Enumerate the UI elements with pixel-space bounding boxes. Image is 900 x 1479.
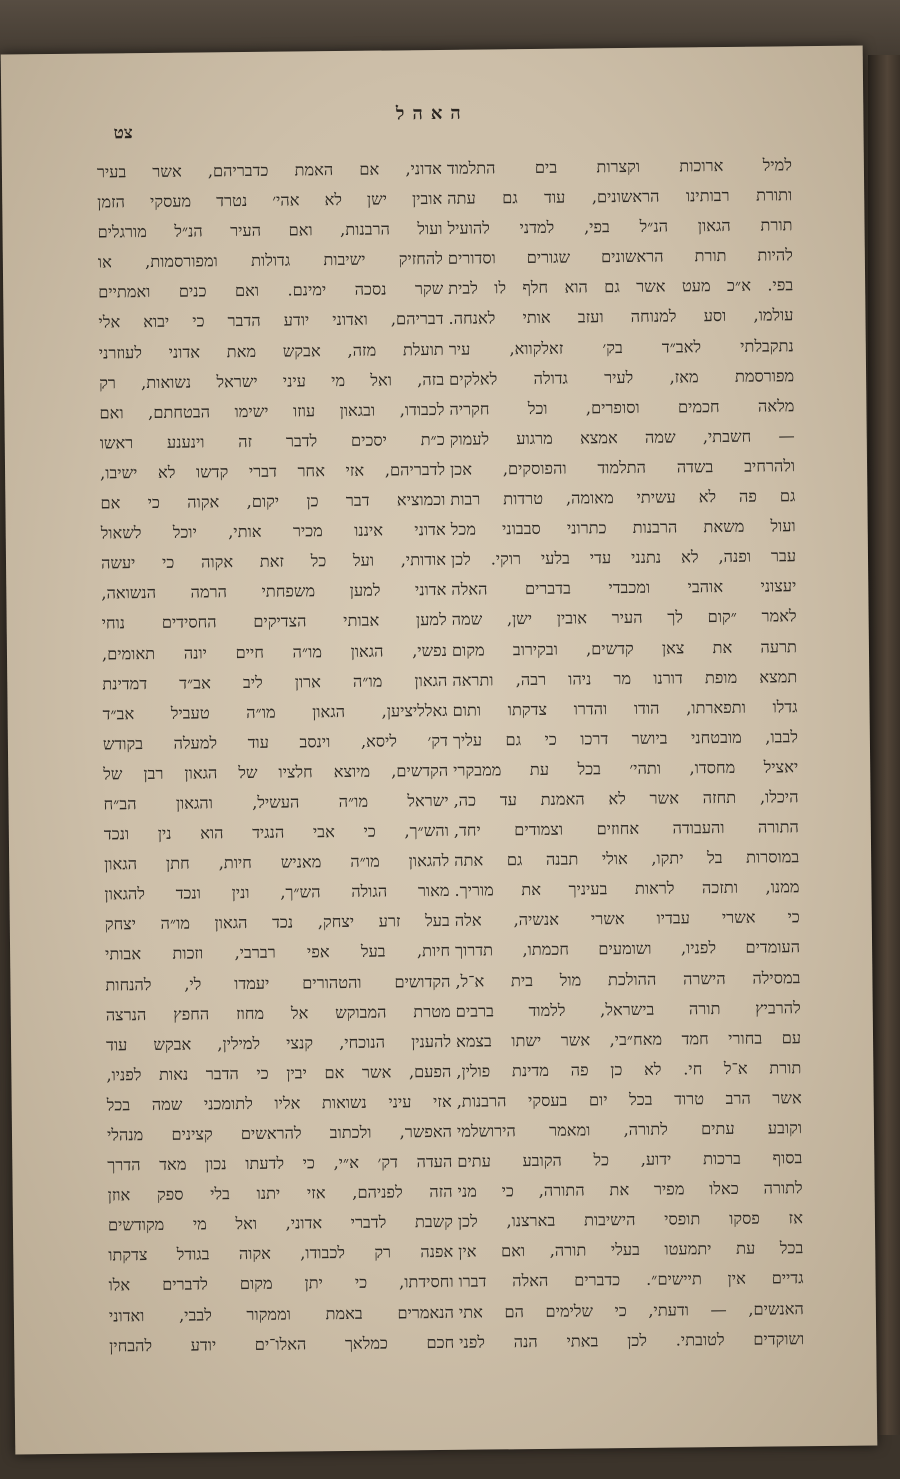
text-line: נפשי, הגאון מו״ה חיים יונה תאומים, xyxy=(101,640,448,664)
text-line: למיל ארוכות וקצרות בים התלמוד xyxy=(446,155,792,178)
text-line: וחסידתו, כי יתן מקום לדברים אלו xyxy=(108,1272,454,1295)
text-line: ושוקדים לטובתי. לכן באתי הנה לפני xyxy=(459,1328,805,1352)
page-number: צט xyxy=(113,123,133,144)
text-line: אדוני למען משפחתי הרמה הנשואה, xyxy=(101,580,447,603)
text-line: להרביץ תורה בישראל, ללמוד ברבים xyxy=(455,997,801,1021)
text-line: אפנה רק לכבודו, אקוה בגודל צדקתו xyxy=(108,1242,454,1265)
text-line: אז פסקו תופסי הישיבות בארצנו, לכן xyxy=(457,1208,804,1232)
left-text-column xyxy=(97,154,455,1361)
text-line: העדה דק׳ א״י, כי לדעתו נכון מאד הדרך xyxy=(107,1151,453,1175)
text-line: עם בחורי חמד מאח״בי, אשר ישתו בצמא xyxy=(455,1027,802,1051)
text-line: גאלליציען, הגאון מו״ה טעביל אב״ד xyxy=(102,700,448,724)
text-line: התורה והעבודה אחוזים וצמודים יחד, xyxy=(453,817,799,840)
text-line: הנאמרים באמת וממקור לבבי, ואדוני xyxy=(108,1302,454,1326)
text-line: אובין ישן לא אהי׳ נטרד מעסקי הזמן xyxy=(97,189,443,212)
text-line: אדוני איננו מכיר אותי, יוכל לשאול xyxy=(100,520,446,543)
text-line: — חשבתי, שמה אמצא מרגוע לעמוק xyxy=(449,426,795,449)
text-line: לתורה כאלו מפיר את התורה, כי מני xyxy=(457,1178,803,1202)
text-line: יאציל מחסדו, ותהי׳ בכל עת ממבקרי xyxy=(453,757,799,780)
text-line: ותורת רבותינו הראשונים, עוד גם עתה xyxy=(447,185,793,208)
text-line: הזה לפניהם, אזי יתנו בלי ספק אוזן xyxy=(107,1182,453,1205)
text-line: אשר הרב טרוד בכל יום בעסקי הרבנות, xyxy=(456,1088,802,1111)
text-line: הקדשים, מיוצא חלציו של הגאון רבן של xyxy=(103,760,449,784)
text-line: מטרת המבוקש אל מחוז החפץ הנרצה xyxy=(105,1001,451,1025)
text-line: אזי עיני נשואות אליו לתומכני שמה בכל xyxy=(106,1091,452,1115)
text-line: לכבודו, ובגאון עוזו ישימו הבטחתם, ואם xyxy=(99,399,445,423)
text-line: וקובע עתים לתורה, ומאמר הירושלמי xyxy=(456,1118,803,1141)
text-line: לדבריהם, אזי אחר דברי קדשו לא ישיבו, xyxy=(99,459,446,483)
text-line: ממנו, ותזכה לראות בעיניך את מוריך. xyxy=(454,877,800,901)
text-line: גם פה לא עשיתי מאומה, טרדות רבות xyxy=(450,486,796,509)
text-line: העומדים לפניו, ושומעים חכמתו, תדרוך xyxy=(455,937,801,961)
text-line: תרעה את צאן קדשים, ובקירוב מקום xyxy=(451,636,798,660)
text-line: גדיים אין תיישים״. כדברים האלה דברו xyxy=(458,1268,804,1292)
text-line: ישראל מו״ה העשיל, והגאון הב״ח xyxy=(103,790,449,814)
book-page xyxy=(1,46,878,1455)
text-line: תועלת מזה, אבקש מאת אדוני לעוזרני xyxy=(98,339,444,363)
right-text-column xyxy=(447,150,805,1357)
text-line: במוסרות בל יתקו, אולי תבנה גם אתה xyxy=(454,847,800,871)
text-line: מאור הגולה הש״ך, ונין ונכד להגאון xyxy=(104,881,450,904)
text-line: בעל זרע יצחק, נכד הגאון מו״ה יצחק xyxy=(104,911,450,934)
text-line: אדוני, אם האמת כדבריהם, אשר בעיר xyxy=(96,158,443,182)
text-line: הפעם, אשר אם יבין כי הדבר נאות לפניו, xyxy=(106,1061,452,1085)
text-line: יעצוני אוהבי ומכבדי בדברים האלה xyxy=(451,576,797,600)
text-line: ועול משאת הרבנות כתרוני סבבוני מכל xyxy=(450,516,796,539)
text-line: עולמו, וסע למנוחה ועזב אותי לאנחה. xyxy=(448,305,794,329)
text-line: ולהרחיב בשדה התלמוד והפוסקים, אכן xyxy=(449,456,796,479)
text-line: להחזיק ישיבות גדולות ומפורסמות, או xyxy=(97,249,443,272)
text-line: תמצא מופת דורנו מר ניהו רבה, ותראה xyxy=(452,666,798,690)
text-line: והש״ך, כי אבי הנגיד הוא נין ונכד xyxy=(103,820,449,844)
text-line: גדלו ותפארתו, הודו והדרו צדקתו ותום xyxy=(452,696,798,720)
text-line: האפשר, ולכתוב להראשים קצינים מנהלי xyxy=(106,1121,453,1145)
text-line: שקר נסכה ימינם. ואם כנים ואמתיים xyxy=(98,279,444,302)
text-line: תורת הגאון הנ״ל בפי, למדני להועיל xyxy=(447,215,793,239)
text-line: בזה, ואל מי עיני ישראל נשואות, רק xyxy=(99,369,445,393)
text-line: היכלו, תחזה אשר לא האמנת עד כה, xyxy=(453,787,799,810)
text-line: במסילה הישרה ההולכת מול בית א־ל, xyxy=(455,967,801,991)
text-line: חיות, בעל אפי רברבי, וזכות אבותי xyxy=(105,941,451,964)
text-line: ועול הרבנות, ואם העיר הנ״ל מורגלים xyxy=(97,219,443,242)
text-line: מלאה חכמים וסופרים, וכל חקריה xyxy=(449,396,795,419)
text-line: לבבו, מובטחני ביושר דרכו כי גם עליך xyxy=(452,727,798,750)
text-line: דבריהם, ואדוני יודע הדבר כי יבוא אלי xyxy=(98,309,444,333)
text-line: חכם כמלאך האלו־ים יודע להבחין xyxy=(109,1332,455,1356)
text-line: וכמוציא דבר כן יקום, אקוה כי אם xyxy=(100,489,446,513)
text-line: להענין הנוכחי, קנצי למילין, אבקש עוד xyxy=(105,1031,452,1055)
text-line: כי אשרי עבדיו אשרי אנשיה, אלה xyxy=(454,907,800,931)
text-line: קשבת לדברי אדוני, ואל מי מקודשים xyxy=(107,1212,454,1235)
text-line: בכל עת יתמעטו בעלי תורה, ואם אין xyxy=(458,1238,804,1262)
text-line: האנשים, — ודעתי, כי שלימים הם אתי xyxy=(458,1298,804,1322)
text-line: דק׳ ליסא, וינסב עוד למעלה בקודש xyxy=(102,730,448,754)
text-line: בפי. א״כ מעט אשר גם הוא חלף לו לבית xyxy=(448,275,794,299)
text-line: הגאון מו״ה ארון ליב אב״ד דמדינת xyxy=(102,670,448,694)
text-line: למען אבותי הצדיקים החסידים נוחי xyxy=(101,610,447,633)
running-header: האהל xyxy=(395,102,469,125)
text-line: בסוף ברכות ידוע, כל הקובע עתים xyxy=(457,1148,803,1171)
text-line: לאמר ״קום לך העיר אובין ישן, שמה xyxy=(451,606,797,630)
text-line: תורת א־ל חי. לא כן פה מדינת פולין, xyxy=(456,1058,802,1081)
text-line: נתקבלתי לאב״ד בק׳ זאלקווא, עיר xyxy=(448,335,794,359)
text-line: להגאון מו״ה מאניש חיות, חתן הגאון xyxy=(104,851,450,874)
text-line: עבר ופנה, לא נתנני עדי בלעי רוקי. לכן xyxy=(450,546,797,570)
text-line: הקדושים והטהורים יעמדו לי, להנחות xyxy=(105,971,451,995)
text-line: אודותי, ועל כל זאת אקוה כי יעשה xyxy=(100,550,447,573)
text-line: כ״ת יסכים לדבר זה וינענע ראשו xyxy=(99,429,445,453)
text-line: להיות תורת הראשונים שגורים וסדורים xyxy=(447,245,793,269)
text-line: מפורסמת מאז, לעיר גדולה לאלקים xyxy=(449,365,795,389)
